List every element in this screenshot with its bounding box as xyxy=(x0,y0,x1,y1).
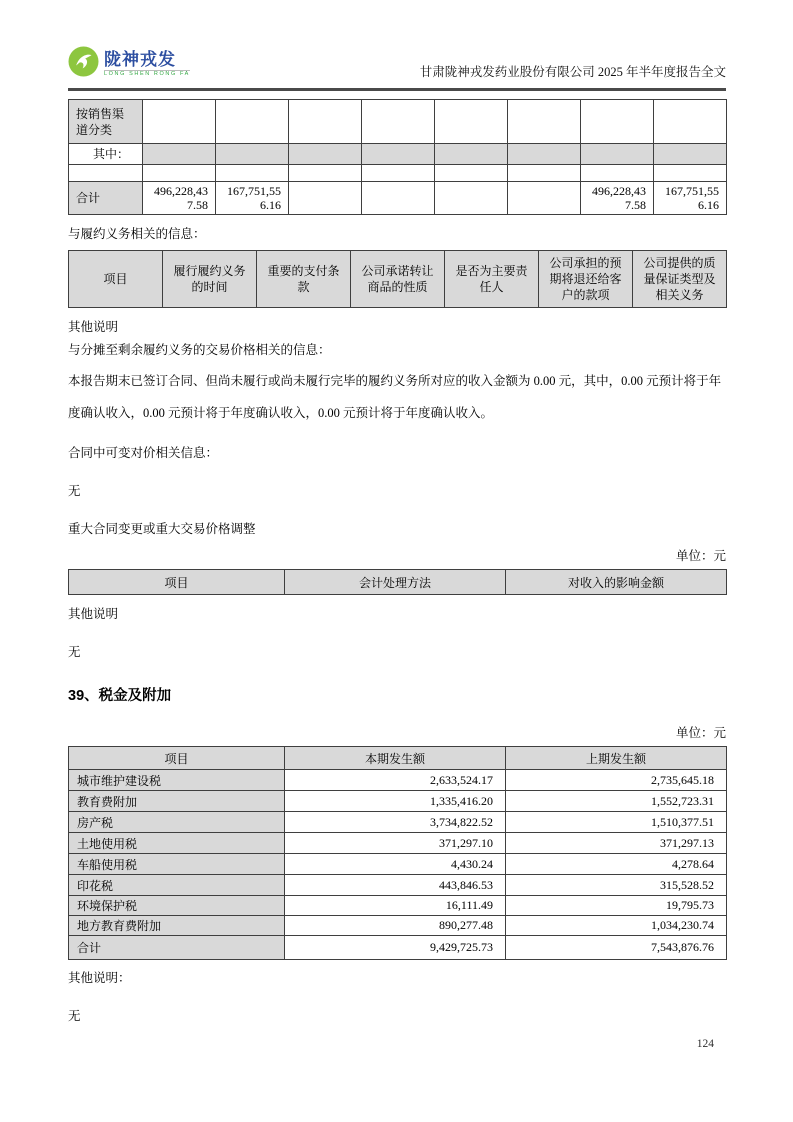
row-label xyxy=(69,165,143,182)
longshen-bird-icon xyxy=(68,46,99,82)
previous-amount: 1,034,230.74 xyxy=(506,916,727,936)
company-logo xyxy=(68,46,190,82)
table-row xyxy=(69,854,727,875)
none-text: 无 xyxy=(68,645,81,659)
header-divider xyxy=(68,88,726,91)
table-header-row xyxy=(69,747,727,770)
column-header: 项目 xyxy=(69,747,285,770)
other-notes-label: 其他说明： xyxy=(68,971,131,985)
previous-amount: 371,297.13 xyxy=(506,833,727,854)
total-current-value: 496,228,437.58 xyxy=(143,182,216,215)
current-amount: 890,277.48 xyxy=(285,916,506,936)
column-header: 对收入的影响金额 xyxy=(506,570,727,595)
tax-item: 印花税 xyxy=(69,875,285,896)
previous-amount: 4,278.64 xyxy=(506,854,727,875)
major-change-label: 重大合同变更或重大交易价格调整 xyxy=(68,522,256,536)
price-adjustment-table xyxy=(68,569,727,595)
tax-table xyxy=(68,746,727,960)
current-amount: 16,111.49 xyxy=(285,896,506,916)
table-row xyxy=(69,165,727,182)
column-header: 履行履约义务的时间 xyxy=(163,251,257,308)
tax-item: 车船使用税 xyxy=(69,854,285,875)
none-text: 无 xyxy=(68,1009,81,1023)
column-header: 是否为主要责任人 xyxy=(445,251,539,308)
performance-obligation-table xyxy=(68,250,727,308)
remaining-price-label: 与分摊至剩余履约义务的交易价格相关的信息： xyxy=(68,343,331,357)
previous-amount: 1,510,377.51 xyxy=(506,812,727,833)
logo-brand-en: LONG SHEN RONG FA xyxy=(104,70,190,77)
previous-amount: 7,543,876.76 xyxy=(506,936,727,960)
column-header: 重要的支付条款 xyxy=(257,251,351,308)
previous-amount: 19,795.73 xyxy=(506,896,727,916)
tax-item: 环境保护税 xyxy=(69,896,285,916)
table-row xyxy=(69,916,727,936)
row-label: 按销售渠道分类 xyxy=(69,100,143,144)
previous-amount: 315,528.52 xyxy=(506,875,727,896)
tax-item: 教育费附加 xyxy=(69,791,285,812)
row-label: 其中： xyxy=(69,144,143,165)
section-heading-39: 39、税金及附加 xyxy=(68,688,172,704)
column-header: 项目 xyxy=(69,251,163,308)
other-notes-label: 其他说明 xyxy=(68,320,119,334)
total-current-value: 496,228,437.58 xyxy=(581,182,654,215)
table-row xyxy=(69,833,727,854)
row-label: 合计 xyxy=(69,182,143,215)
other-notes-label: 其他说明 xyxy=(68,607,119,621)
revenue-by-channel-table xyxy=(68,99,727,215)
variable-price-label: 合同中可变对价相关信息： xyxy=(68,446,219,460)
current-amount: 3,734,822.52 xyxy=(285,812,506,833)
tax-item: 合计 xyxy=(69,936,285,960)
column-header: 会计处理方法 xyxy=(285,570,506,595)
column-header: 本期发生额 xyxy=(285,747,506,770)
unit-label: 单位：元 xyxy=(675,549,726,563)
table-row xyxy=(69,770,727,791)
tax-item: 城市维护建设税 xyxy=(69,770,285,791)
table-row-total xyxy=(69,182,727,215)
previous-amount: 1,552,723.31 xyxy=(506,791,727,812)
unit-label: 单位：元 xyxy=(675,726,726,740)
total-previous-value: 167,751,556.16 xyxy=(654,182,727,215)
table-row xyxy=(69,896,727,916)
current-amount: 1,335,416.20 xyxy=(285,791,506,812)
column-header: 公司提供的质量保证类型及相关义务 xyxy=(633,251,727,308)
tax-item: 土地使用税 xyxy=(69,833,285,854)
current-amount: 9,429,725.73 xyxy=(285,936,506,960)
remaining-obligation-paragraph: 本报告期末已签订合同、但尚未履行或尚未履行完毕的履约义务所对应的收入金额为 0.00 元，其中，0.00 元预计将于年度确认收入，0.00 元预计将于年度确认收入，0.00 元预计将于年度确认收入。 xyxy=(68,374,722,420)
column-header: 公司承担的预期将退还给客户的款项 xyxy=(539,251,633,308)
table-header-row xyxy=(69,251,727,308)
report-title: 甘肃陇神戎发药业股份有限公司 2025 年半年度报告全文 xyxy=(419,65,726,79)
page-number: 124 xyxy=(696,1038,714,1050)
total-previous-value: 167,751,556.16 xyxy=(216,182,289,215)
table-row xyxy=(69,791,727,812)
logo-brand-cn: 陇神戎发 xyxy=(104,49,176,69)
column-header: 项目 xyxy=(69,570,285,595)
table-row xyxy=(69,100,727,144)
table-row xyxy=(69,875,727,896)
performance-info-label: 与履约义务相关的信息： xyxy=(68,227,206,241)
page-header xyxy=(68,0,726,91)
current-amount: 371,297.10 xyxy=(285,833,506,854)
table-row xyxy=(69,812,727,833)
column-header: 上期发生额 xyxy=(506,747,727,770)
tax-item: 房产税 xyxy=(69,812,285,833)
previous-amount: 2,735,645.18 xyxy=(506,770,727,791)
current-amount: 4,430.24 xyxy=(285,854,506,875)
current-amount: 2,633,524.17 xyxy=(285,770,506,791)
current-amount: 443,846.53 xyxy=(285,875,506,896)
none-text: 无 xyxy=(68,484,81,498)
table-row xyxy=(69,144,727,165)
tax-item: 地方教育费附加 xyxy=(69,916,285,936)
column-header: 公司承诺转让商品的性质 xyxy=(351,251,445,308)
table-header-row xyxy=(69,570,727,595)
table-row-total xyxy=(69,936,727,960)
